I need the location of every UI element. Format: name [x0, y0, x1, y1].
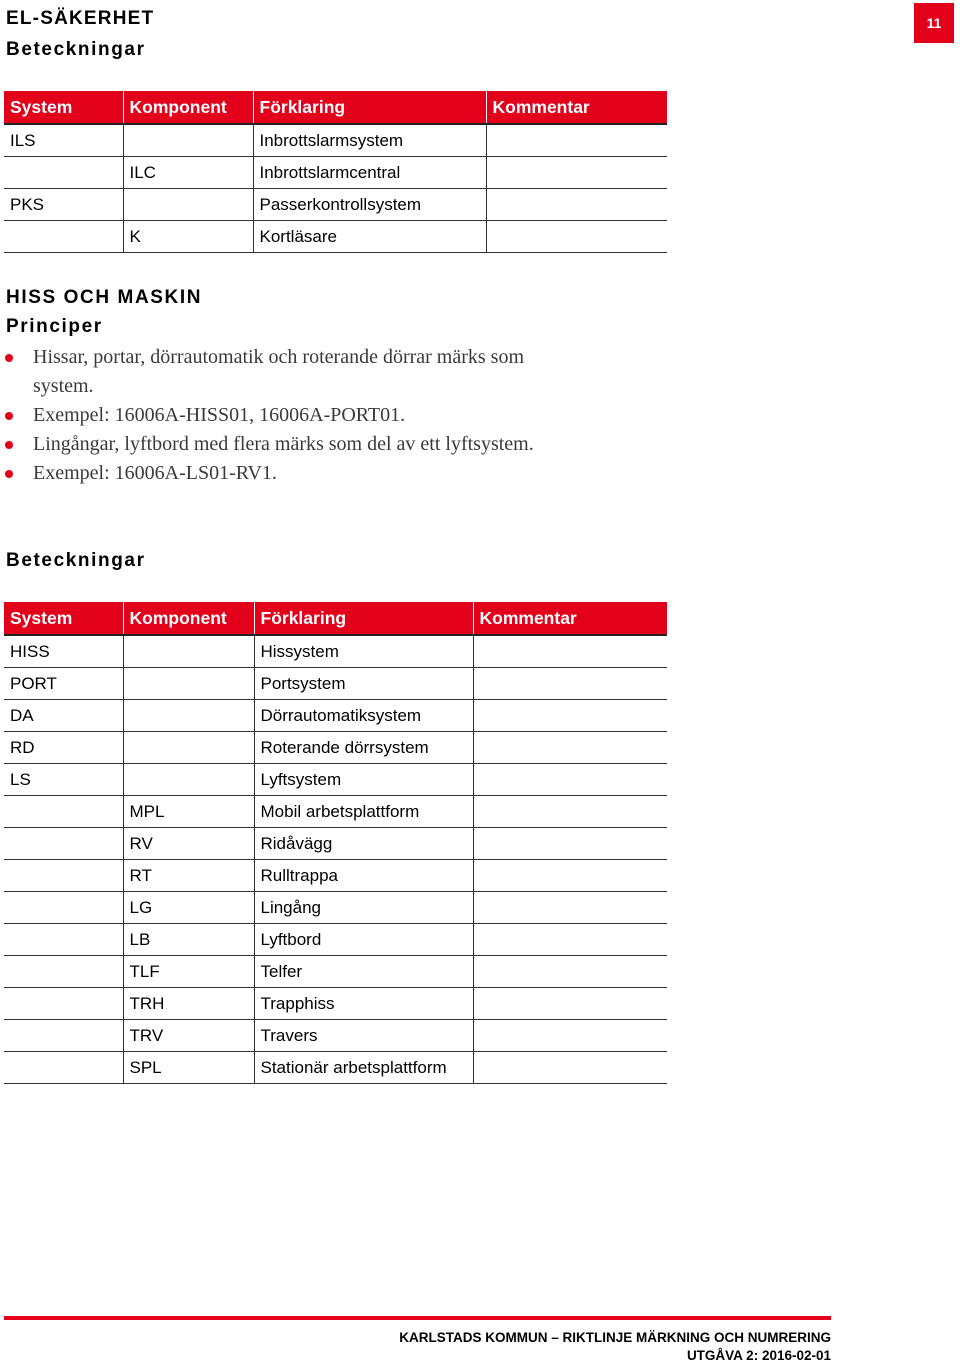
cell-system: DA: [4, 700, 123, 732]
cell-system: [4, 1020, 123, 1052]
cell-comment: [473, 956, 667, 988]
document-section-title: EL-SÄKERHET: [6, 8, 155, 29]
header-comment: Kommentar: [486, 91, 667, 124]
table-row: [4, 860, 667, 892]
table-row: [4, 1020, 667, 1052]
cell-comment: [486, 189, 667, 221]
table-row: [4, 1052, 667, 1084]
cell-explanation: Rulltrappa: [254, 860, 473, 892]
footer-publisher: KARLSTADS KOMMUN – RIKTLINJE MÄRKNING OCH NUMRERING: [399, 1330, 831, 1345]
cell-component: K: [123, 221, 253, 253]
table-row: [4, 157, 667, 189]
table-row: [4, 956, 667, 988]
cell-comment: [473, 635, 667, 668]
page-number-badge: 11: [914, 3, 954, 43]
cell-component: TLF: [123, 956, 254, 988]
table-row: [4, 924, 667, 956]
cell-system: PORT: [4, 668, 123, 700]
cell-system: [4, 796, 123, 828]
list-item-text: Hissar, portar, dörrautomatik och roterande dörrar märks som system.: [33, 346, 525, 397]
cell-system: ILS: [4, 124, 123, 157]
cell-component: LB: [123, 924, 254, 956]
designations-heading: Beteckningar: [6, 550, 146, 571]
cell-explanation: Ridåvägg: [254, 828, 473, 860]
cell-system: [4, 157, 123, 189]
bullet-icon: [5, 441, 13, 449]
cell-comment: [473, 924, 667, 956]
cell-comment: [473, 796, 667, 828]
cell-explanation: Stationär arbetsplattform: [254, 1052, 473, 1084]
bullet-icon: [5, 470, 13, 478]
cell-explanation: Trapphiss: [254, 988, 473, 1020]
header-comment: Kommentar: [473, 602, 667, 635]
table-row: [4, 988, 667, 1020]
bullet-icon: [5, 354, 13, 362]
table-row: [4, 732, 667, 764]
footer-edition: UTGÅVA 2: 2016-02-01: [686, 1348, 831, 1363]
cell-comment: [473, 828, 667, 860]
cell-comment: [473, 1052, 667, 1084]
table-row: [4, 764, 667, 796]
cell-component: LG: [123, 892, 254, 924]
list-item: [4, 343, 544, 401]
cell-comment: [486, 124, 667, 157]
list-item: [4, 459, 544, 488]
cell-component: TRV: [123, 1020, 254, 1052]
cell-explanation: Lyftbord: [254, 924, 473, 956]
cell-component: ILC: [123, 157, 253, 189]
cell-component: [123, 700, 254, 732]
designations-table-security: [4, 91, 667, 253]
cell-comment: [486, 157, 667, 189]
table-row: [4, 892, 667, 924]
list-item-text: Exempel: 16006A-HISS01, 16006A-PORT01.: [33, 404, 406, 426]
table-row: [4, 189, 667, 221]
cell-explanation: Dörrautomatiksystem: [254, 700, 473, 732]
cell-system: RD: [4, 732, 123, 764]
cell-component: RT: [123, 860, 254, 892]
cell-comment: [473, 668, 667, 700]
table-header-row: [4, 602, 667, 635]
cell-system: [4, 221, 123, 253]
cell-component: [123, 668, 254, 700]
cell-explanation: Inbrottslarmcentral: [253, 157, 486, 189]
cell-explanation: Portsystem: [254, 668, 473, 700]
cell-component: MPL: [123, 796, 254, 828]
cell-explanation: Lingång: [254, 892, 473, 924]
header-system: System: [4, 602, 123, 635]
list-item: [4, 401, 544, 430]
table-row: [4, 635, 667, 668]
footer-divider: [4, 1316, 831, 1320]
list-item: [4, 430, 544, 459]
cell-explanation: Travers: [254, 1020, 473, 1052]
cell-component: TRH: [123, 988, 254, 1020]
cell-system: [4, 1052, 123, 1084]
section-title-hiss: HISS OCH MASKIN: [6, 287, 203, 308]
cell-system: [4, 924, 123, 956]
header-system: System: [4, 91, 123, 124]
header-component: Komponent: [123, 602, 254, 635]
cell-system: HISS: [4, 635, 123, 668]
cell-comment: [473, 1020, 667, 1052]
cell-explanation: Passerkontrollsystem: [253, 189, 486, 221]
cell-component: [123, 764, 254, 796]
table-row: [4, 700, 667, 732]
header-component: Komponent: [123, 91, 253, 124]
section-subtitle: Beteckningar: [6, 39, 146, 60]
cell-component: [123, 189, 253, 221]
section-subtitle-principles: Principer: [6, 316, 103, 337]
table-row: [4, 124, 667, 157]
cell-comment: [473, 892, 667, 924]
list-item-text: Exempel: 16006A-LS01-RV1.: [33, 462, 277, 484]
table-row: [4, 221, 667, 253]
cell-explanation: Roterande dörrsystem: [254, 732, 473, 764]
cell-comment: [473, 700, 667, 732]
cell-component: [123, 732, 254, 764]
cell-system: [4, 860, 123, 892]
cell-component: SPL: [123, 1052, 254, 1084]
header-explanation: Förklaring: [253, 91, 486, 124]
table-row: [4, 668, 667, 700]
cell-comment: [473, 988, 667, 1020]
cell-component: [123, 635, 254, 668]
cell-comment: [473, 860, 667, 892]
bullet-icon: [5, 412, 13, 420]
cell-explanation: Mobil arbetsplattform: [254, 796, 473, 828]
cell-explanation: Telfer: [254, 956, 473, 988]
cell-explanation: Inbrottslarmsystem: [253, 124, 486, 157]
cell-component: [123, 124, 253, 157]
cell-explanation: Lyftsystem: [254, 764, 473, 796]
cell-system: LS: [4, 764, 123, 796]
cell-comment: [473, 764, 667, 796]
cell-system: [4, 988, 123, 1020]
cell-system: [4, 892, 123, 924]
header-explanation: Förklaring: [254, 602, 473, 635]
cell-comment: [473, 732, 667, 764]
table-header-row: [4, 91, 667, 124]
cell-system: PKS: [4, 189, 123, 221]
cell-comment: [486, 221, 667, 253]
cell-explanation: Hissystem: [254, 635, 473, 668]
designations-table-lift: [4, 602, 667, 1084]
list-item-text: Lingångar, lyftbord med flera märks som del av ett lyftsystem.: [33, 433, 534, 455]
cell-system: [4, 956, 123, 988]
cell-explanation: Kortläsare: [253, 221, 486, 253]
cell-system: [4, 828, 123, 860]
principles-list: [4, 343, 544, 488]
table-row: [4, 828, 667, 860]
cell-component: RV: [123, 828, 254, 860]
table-row: [4, 796, 667, 828]
